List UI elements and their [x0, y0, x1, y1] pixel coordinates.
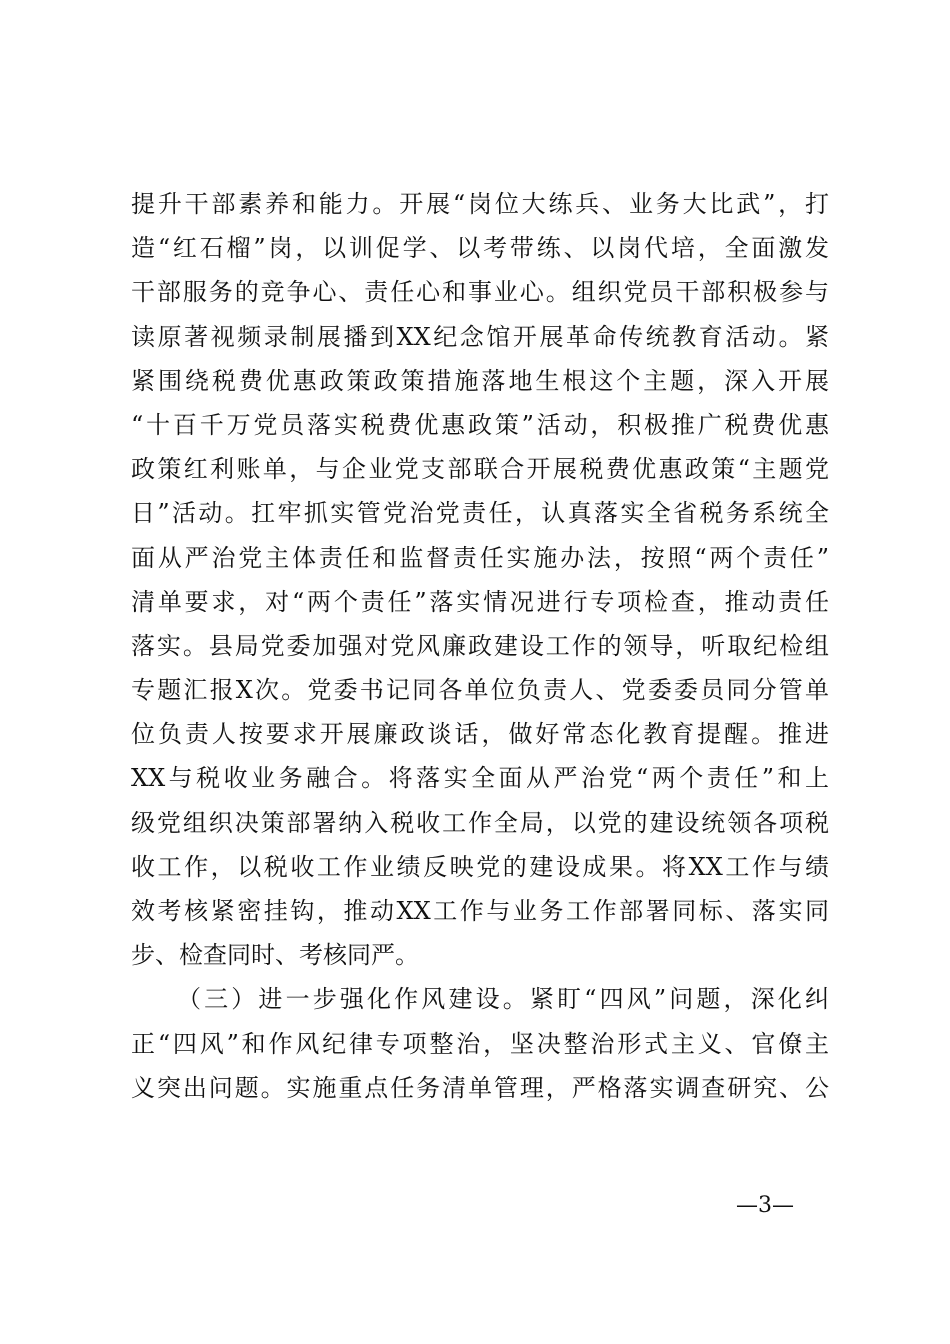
- text-line: 正“四风”和作风纪律专项整治，坚决整治形式主义、官僚主: [131, 1029, 829, 1058]
- text-line: 清单要求，对“两个责任”落实情况进行专项检查，推动责任: [131, 587, 829, 616]
- page-number: —3—: [736, 1193, 794, 1218]
- text-line: 级党组织决策部署纳入税收工作全局，以党的建设统领各项税: [131, 808, 829, 837]
- text-line: 面从严治党主体责任和监督责任实施办法，按照“两个责任”: [131, 543, 829, 572]
- text-line: 紧围绕税费优惠政策政策措施落地生根这个主题，深入开展: [131, 366, 829, 395]
- text-line: 提升干部素养和能力。开展“岗位大练兵、业务大比武”，打: [131, 190, 829, 218]
- paragraph-end-line: 步、检查同时、考核同严。: [131, 941, 419, 970]
- section-heading-line: （三）进一步强化作风建设。紧盯“四风”问题，深化纠: [177, 985, 829, 1014]
- text-line: 位负责人按要求开展廉政谈话，做好常态化教育提醒。推进: [131, 720, 829, 749]
- text-line: 政策红利账单，与企业党支部联合开展税费优惠政策“主题党: [131, 455, 829, 484]
- text-line: 专题汇报X次。党委书记同各单位负责人、党委委员同分管单: [131, 676, 829, 705]
- text-line: 读原著视频录制展播到XX纪念馆开展革命传统教育活动。紧: [131, 322, 829, 351]
- text-line: 干部服务的竞争心、责任心和事业心。组织党员干部积极参与: [131, 278, 829, 307]
- body-text: [131, 182, 829, 1110]
- text-line: “十百千万党员落实税费优惠政策”活动，积极推广税费优惠: [131, 410, 829, 439]
- text-line: 义突出问题。实施重点任务清单管理，严格落实调查研究、公: [131, 1073, 829, 1102]
- text-line: 造“红石榴”岗，以训促学、以考带练、以岗代培，全面激发: [131, 234, 829, 263]
- text-line: 收工作，以税收工作业绩反映党的建设成果。将XX工作与绩: [131, 852, 829, 881]
- text-line: 效考核紧密挂钩，推动XX工作与业务工作部署同标、落实同: [131, 897, 829, 925]
- text-line: 落实。县局党委加强对党风廉政建设工作的领导，听取纪检组: [131, 631, 829, 660]
- text-line: XX与税收业务融合。将落实全面从严治党“两个责任”和上: [131, 764, 829, 793]
- text-line: 日”活动。扛牢抓实管党治党责任，认真落实全省税务系统全: [131, 499, 829, 528]
